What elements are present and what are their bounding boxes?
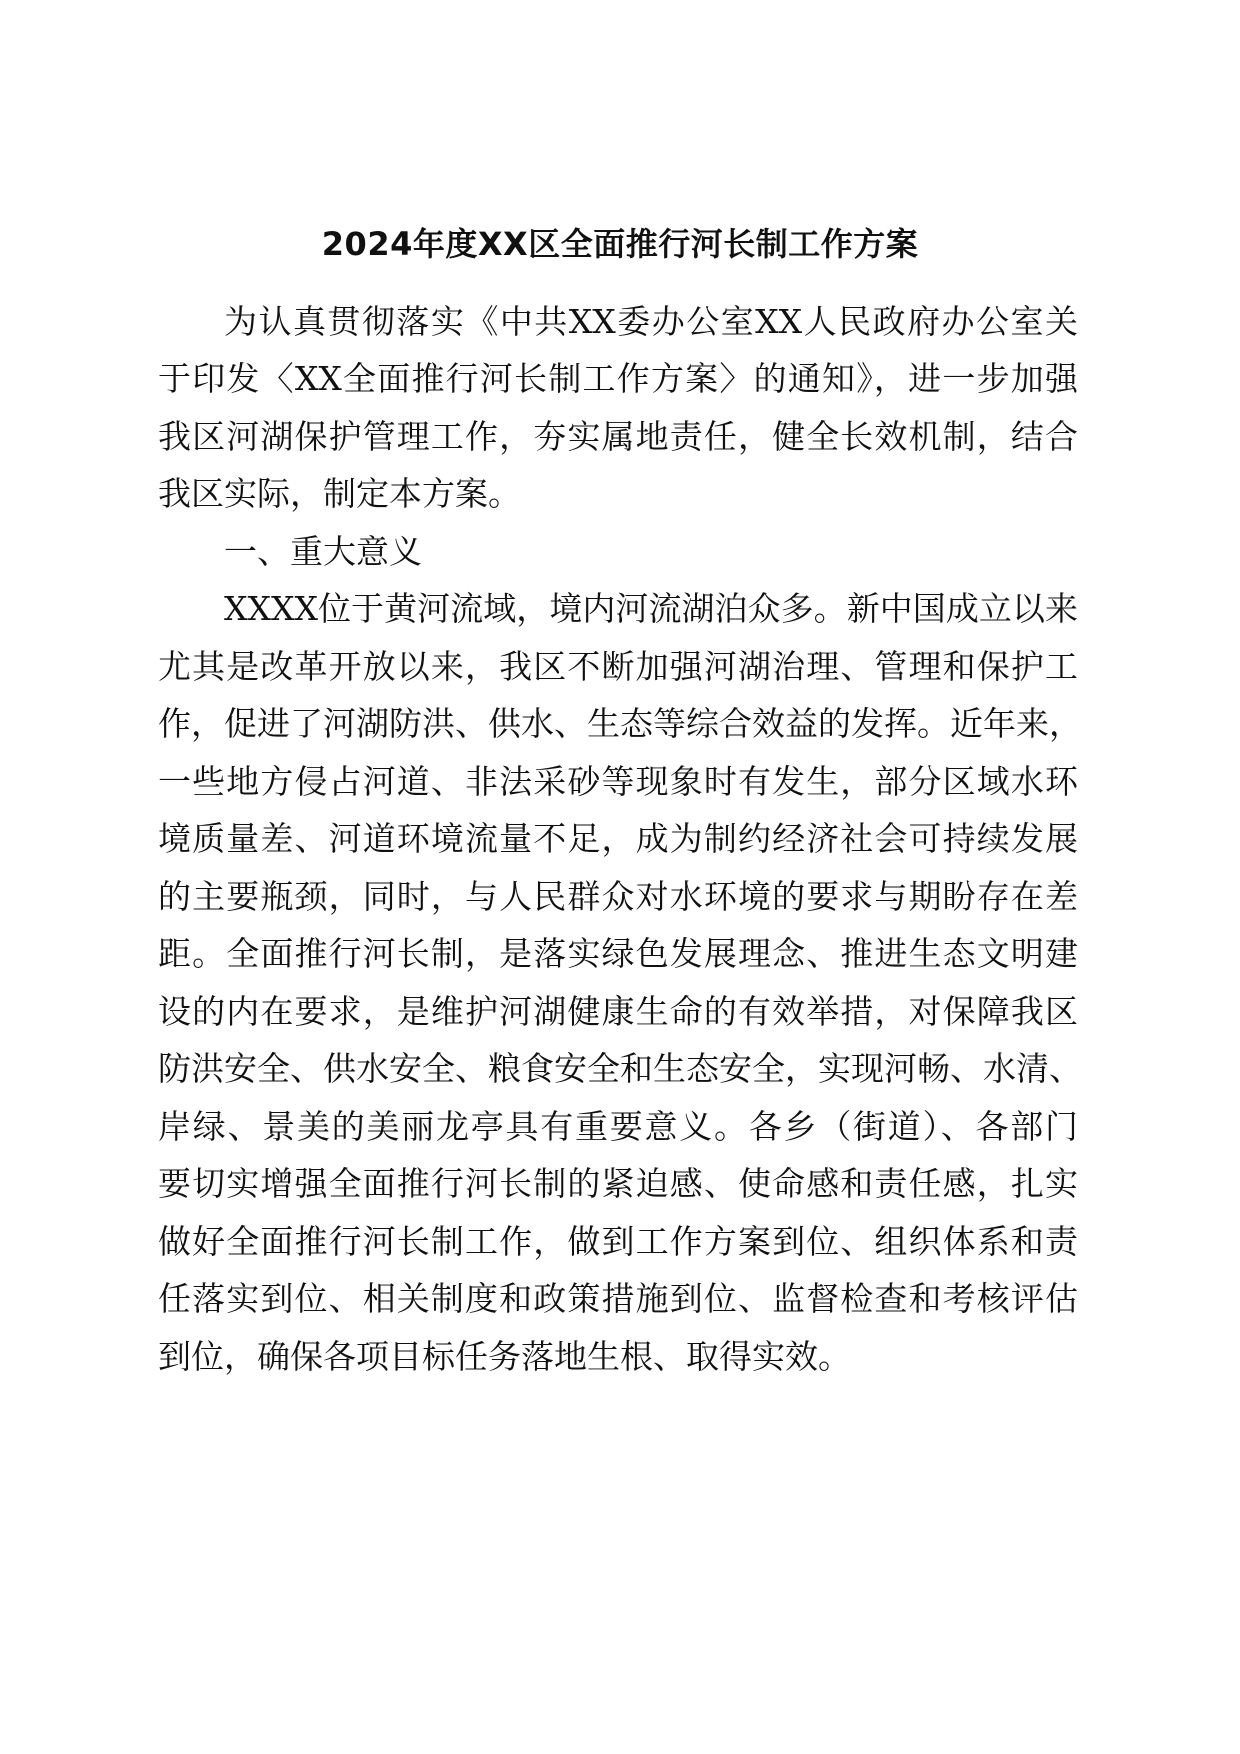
body-line: 距。全面推行河长制，是落实绿色发展理念、推进生态文明建 [158, 934, 1078, 973]
intro-line: 我区实际，制定本方案。 [158, 474, 521, 513]
body-line: 尤其是改革开放以来，我区不断加强河湖治理、管理和保护工 [158, 647, 1078, 686]
intro-line: 为认真贯彻落实《中共XX委办公室XX人民政府办公室关 [224, 302, 1078, 341]
body-line: 做好全面推行河长制工作，做到工作方案到位、组织体系和责 [158, 1222, 1078, 1261]
document-title: 2024年度XX区全面推行河长制工作方案 [321, 225, 919, 263]
body-line: 的主要瓶颈，同时，与人民群众对水环境的要求与期盼存在差 [158, 877, 1078, 916]
body-line: 要切实增强全面推行河长制的紧迫感、使命感和责任感，扎实 [158, 1164, 1078, 1203]
body-line: 一些地方侵占河道、非法采砂等现象时有发生，部分区域水环 [158, 762, 1078, 801]
body-line: 岸绿、景美的美丽龙亭具有重要意义。各乡（街道）、各部门 [158, 1107, 1078, 1146]
body-line: 设的内在要求，是维护河湖健康生命的有效举措，对保障我区 [158, 992, 1078, 1031]
intro-line: 于印发〈XX全面推行河长制工作方案〉的通知》，进一步加强 [158, 359, 1078, 398]
section-heading: 一、重大意义 [224, 532, 422, 571]
body-line: 作，促进了河湖防洪、供水、生态等综合效益的发挥。近年来， [158, 704, 1082, 743]
body-line: 任落实到位、相关制度和政策措施到位、监督检查和考核评估 [158, 1279, 1078, 1318]
body-line: 到位，确保各项目标任务落地生根、取得实效。 [158, 1337, 851, 1376]
body-line: XXXX位于黄河流域，境内河流湖泊众多。新中国成立以来 [224, 589, 1078, 628]
body-line: 防洪安全、供水安全、粮食安全和生态安全，实现河畅、水清、 [158, 1049, 1082, 1088]
body-line: 境质量差、河道环境流量不足，成为制约经济社会可持续发展 [158, 819, 1078, 858]
intro-line: 我区河湖保护管理工作，夯实属地责任，健全长效机制，结合 [158, 417, 1078, 456]
